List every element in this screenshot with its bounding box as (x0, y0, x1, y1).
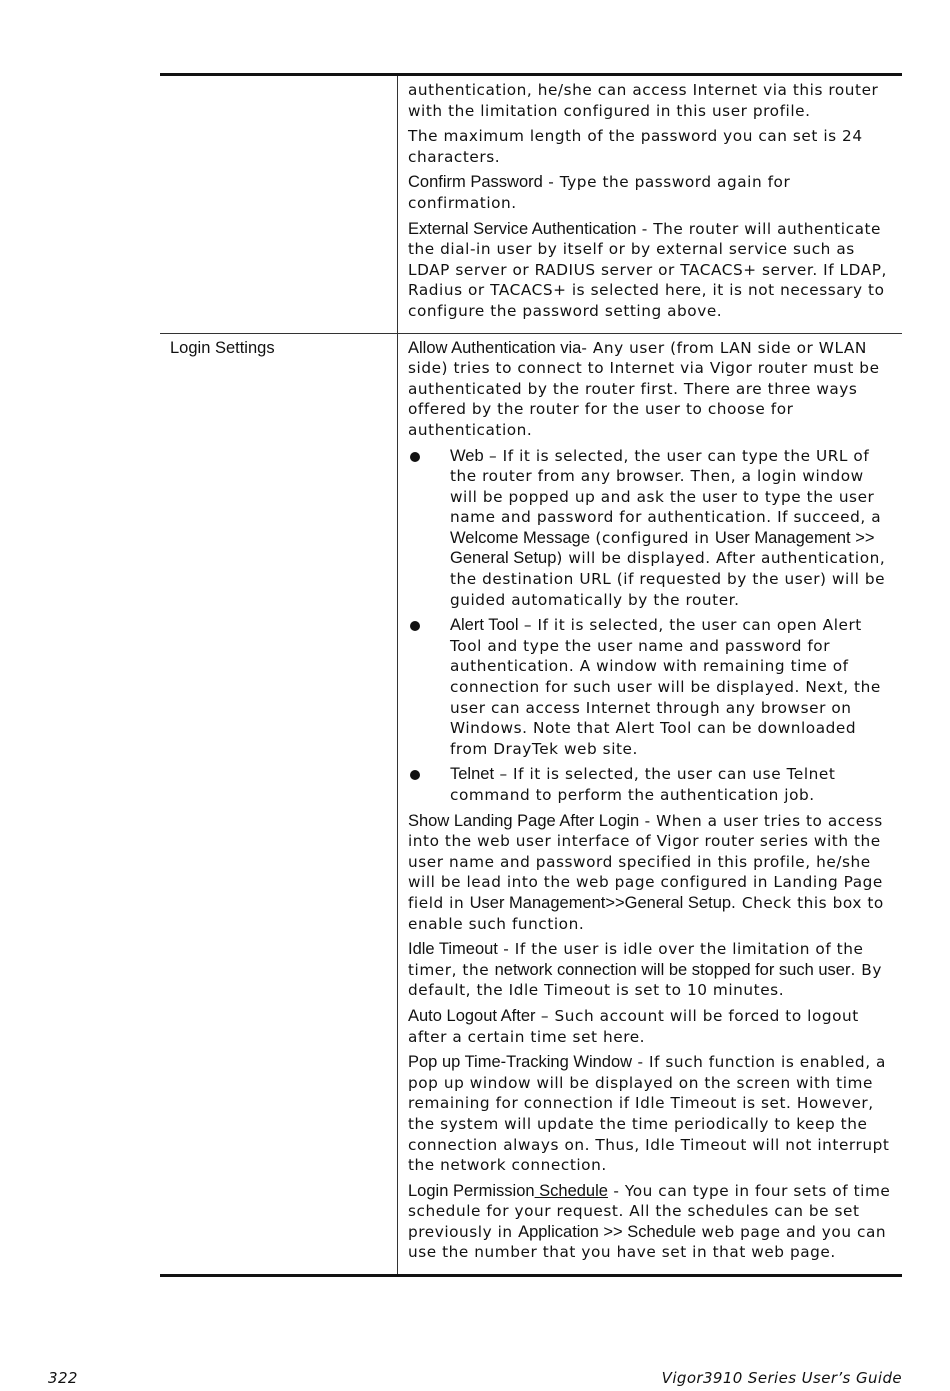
term-show-landing-page: Show Landing Page After Login (408, 811, 640, 830)
term-alert-tool: Alert Tool (450, 616, 519, 635)
term-confirm-password: Confirm Password (408, 173, 543, 192)
row-description (398, 334, 902, 1275)
table-row-password (160, 76, 902, 333)
schedule-link[interactable]: Schedule (534, 1181, 608, 1200)
settings-table (160, 73, 902, 1277)
row-label: Login Settings (160, 334, 398, 1275)
term-popup-time-tracking: Pop up Time-Tracking Window (408, 1053, 633, 1072)
desc-paragraph: authentication, he/she can access Internet via this router with the limitation configured in this user profile. (408, 81, 879, 120)
row-label-empty (160, 76, 398, 333)
desc-paragraph: Auto Logout After – Such account will be forced to logout after a certain time set here. (408, 1006, 859, 1046)
guide-title: Vigor3910 Series User’s Guide (661, 1369, 902, 1387)
term-login-permission: Login Permission (408, 1181, 535, 1200)
bullet-item-alert-tool: Alert Tool – If it is selected, the user can open Alert Tool and type the user name and password for authentication. A window with remaining time of connection for such user will be displayed. Next, the user can access Internet through any browser on Windows. Note that Alert Tool can be downloaded from DrayTek web site. (408, 615, 896, 759)
term-external-service-authentication: External Service Authentication (408, 219, 637, 238)
page-footer (48, 1369, 902, 1389)
desc-paragraph: Pop up Time-Tracking Window - If such function is enabled, a pop up window will be displayed on the screen with time remaining for connection if Idle Timeout is set. However, the system will update the time periodically to keep the connection always on. Thus, Idle Timeout will not interrupt the network connection. (408, 1053, 890, 1175)
table-row-login-settings (160, 333, 902, 1275)
desc-paragraph: Show Landing Page After Login - When a user tries to access into the web user interface of Vigor router series with the user name and password specified in this profile, he/she will be lead into the web page configured in Landing Page field in User Management>>General Setup. Check this box to enable such function. (408, 811, 884, 933)
bullet-icon (410, 452, 420, 462)
term-telnet: Telnet (450, 765, 495, 784)
bullet-item-web: Web – If it is selected, the user can type the URL of the router from any browser. Then, a login window will be popped up and ask the user to type the user name and password for authentication. If succeed, a Welcome Message (configured in User Management >> General Setup) will be displayed. After authentication, the destination URL (if requested by the user) will be guided automatically by the router. (408, 446, 896, 611)
desc-paragraph: The maximum length of the password you can set is 24 characters. (408, 127, 863, 166)
bullet-icon (410, 770, 420, 780)
term-idle-timeout: Idle Timeout (408, 940, 498, 959)
desc-paragraph: Login Permission Schedule - You can type in four sets of time schedule for your request. All the schedules can be set previously in Application >> Schedule web page and you can use the number that you have set in that web page. (408, 1181, 891, 1262)
term-auto-logout: Auto Logout After (408, 1006, 536, 1025)
term-allow-authentication: Allow Authentication via (408, 338, 582, 357)
bullet-icon (410, 621, 420, 631)
desc-paragraph: Idle Timeout - If the user is idle over the limitation of the timer, the network connection will be stopped for such user. By default, the Idle Timeout is set to 10 minutes. (408, 940, 882, 1000)
desc-paragraph: Confirm Password - Type the password again for confirmation. (408, 173, 791, 212)
term-web: Web (450, 446, 484, 465)
row-description (398, 76, 902, 333)
desc-paragraph: External Service Authentication - The router will authenticate the dial-in user by itself or by external service such as LDAP server or RADIUS server or TACACS+ server. If LDAP, Radius or TACACS+ is selected here, it is not necessary to configure the password setting above. (408, 219, 887, 320)
desc-paragraph: Allow Authentication via- Any user (from LAN side or WLAN side) tries to connect to Internet via Vigor router must be authenticated by the router first. There are three ways offered by the router for the user to choose for authentication. (408, 338, 880, 439)
page-number: 322 (48, 1369, 78, 1387)
bullet-item-telnet: Telnet – If it is selected, the user can use Telnet command to perform the authentication job. (408, 764, 896, 805)
